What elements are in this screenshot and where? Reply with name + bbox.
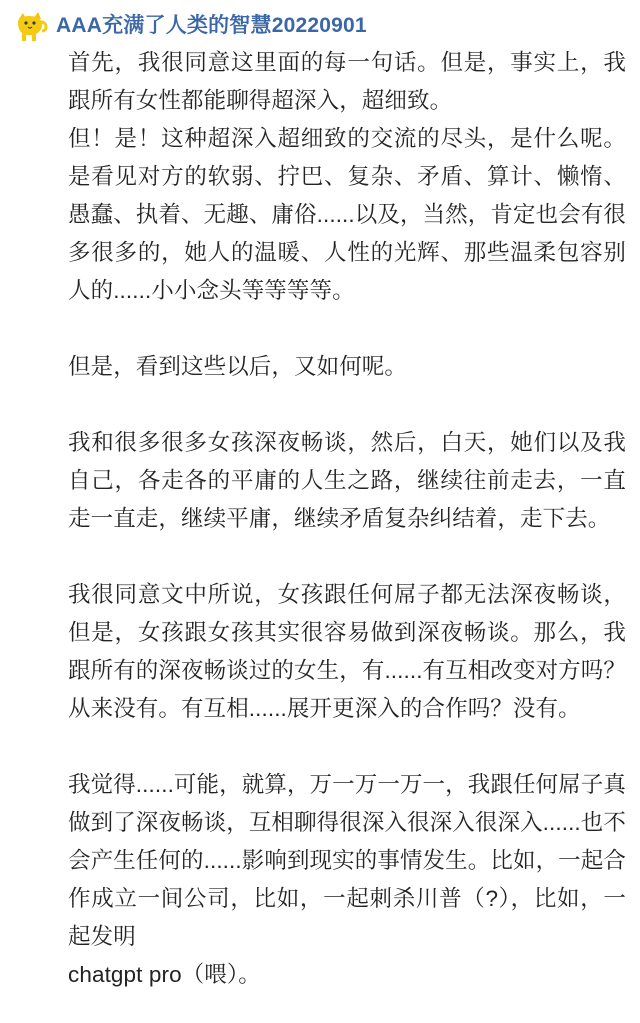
post-paragraph: 但是，看到这些以后，又如何呢。 [68, 354, 408, 379]
paragraph-spacer [68, 310, 626, 348]
post-paragraph: 我和很多很多女孩深夜畅谈，然后，白天，她们以及我自己，各走各的平庸的人生之路，继续往前走去，一直走一直走，继续平庸，继续矛盾复杂纠结着，走下去。 [68, 430, 626, 531]
paragraph-spacer [68, 386, 626, 424]
post-paragraph: 但！是！这种超深入超细致的交流的尽头，是什么呢。是看见对方的软弱、拧巴、复杂、矛盾、算计、懒惰、愚蠢、执着、无趣、庸俗......以及，当然，肯定也会有很多很多的，她人的温暖、人性的光辉、那些温柔包容别人的......小小念头等等等等。 [68, 126, 626, 303]
post-header [14, 10, 626, 44]
post-paragraph: chatgpt pro（喂）。 [68, 962, 261, 987]
post-paragraph: 我觉得......可能，就算，万一万一万一，我跟任何屌子真做到了深夜畅谈，互相聊得很深入很深入很深入......也不会产生任何的......影响到现实的事情发生。比如，一起合作成立一间公司，比如，一起刺杀川普（?），比如，一起发明 [68, 772, 626, 949]
post-username[interactable]: AAA充满了人类的智慧20220901 [56, 14, 367, 37]
post-body [14, 44, 626, 994]
paragraph-spacer [68, 538, 626, 576]
paragraph-spacer [68, 728, 626, 766]
yellow-cat-avatar-icon[interactable] [14, 10, 48, 44]
post-paragraph: 我很同意文中所说，女孩跟任何屌子都无法深夜畅谈，但是，女孩跟女孩其实很容易做到深夜畅谈。那么，我跟所有的深夜畅谈过的女生，有......有互相改变对方吗？从来没有。有互相......展开更深入的合作吗？没有。 [68, 582, 626, 721]
post-paragraph: 首先，我很同意这里面的每一句话。但是，事实上，我跟所有女性都能聊得超深入，超细致。 [68, 50, 626, 113]
